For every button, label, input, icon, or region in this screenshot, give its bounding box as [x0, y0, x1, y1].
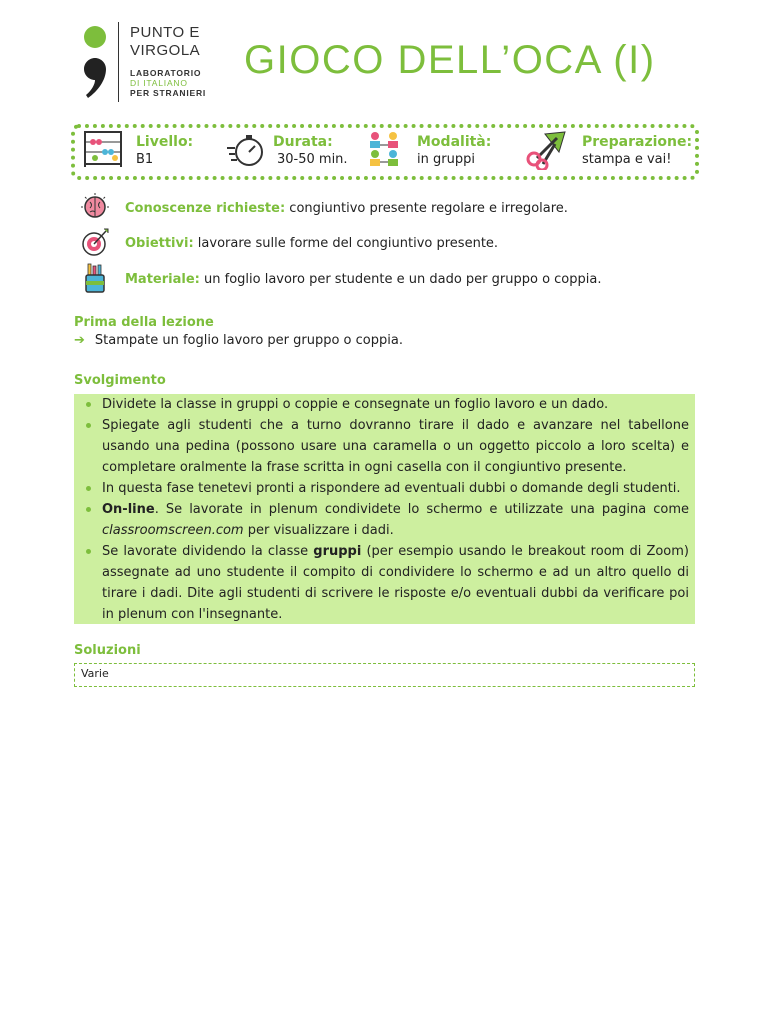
pencil-cup-icon: [80, 263, 110, 293]
page-title: GIOCO DELL’OCA (I): [244, 38, 656, 82]
stopwatch-icon: [225, 132, 265, 168]
modalita-value: in gruppi: [417, 152, 475, 167]
livello-value: B1: [136, 152, 154, 167]
prima-item: [74, 333, 403, 348]
prima-text: Stampate un foglio lavoro per gruppo o coppia.: [94, 333, 403, 348]
svolgimento-list: [74, 394, 695, 625]
livello-label: Livello:: [136, 134, 194, 150]
logo-dot: [84, 26, 106, 48]
info-box: [71, 124, 699, 180]
comma-icon: [84, 58, 106, 98]
svolgimento-box: [74, 394, 695, 624]
info-preparazione: [582, 133, 692, 169]
target-icon: [80, 227, 110, 257]
preparazione-label: Preparazione:: [582, 134, 693, 150]
group-icon: [367, 130, 401, 168]
list-item: Spiegate agli studenti che a turno dovranno tirare il dado e avanzare nel tabellone usando una pedina (possono usare una caramella o un oggetto piccolo a loro scelta) e completare oralmente la frase scritta in ogni casella con il congiuntivo presente.: [102, 415, 689, 478]
list-item: Se lavorate dividendo la classe gruppi (per esempio usando le breakout room di Zoom) assegnate ad uno studente il compito di condividere lo schermo e ad un altro quello di tirare i dadi. Dite agli studenti di scrivere le risposte e/o eventuali dubbi da verificare poi in plenum con l'insegnante.: [102, 541, 689, 625]
info-livello: [136, 133, 193, 169]
prima-heading: Prima della lezione: [74, 315, 214, 330]
arrow-right-icon: ➔: [74, 333, 85, 348]
info-durata: [273, 133, 348, 169]
obiettivi-text: Obiettivi: lavorare sulle forme del congiuntivo presente.: [125, 236, 499, 251]
list-item: On-line. Se lavorate in plenum condividete lo schermo e utilizzate una pagina come classroomscreen.com per visualizzare i dadi.: [102, 499, 689, 541]
logo: [80, 22, 220, 102]
svolgimento-heading: Svolgimento: [74, 373, 166, 388]
materiale-text: Materiale: un foglio lavoro per studente e un dado per gruppo o coppia.: [125, 272, 602, 287]
durata-value: 30-50 min.: [277, 152, 348, 167]
logo-divider: [118, 22, 119, 102]
list-item: In questa fase tenetevi pronti a rispondere ad eventuali dubbi o domande degli studenti.: [102, 478, 689, 499]
soluzioni-text: Varie: [81, 667, 109, 680]
soluzioni-box: [74, 663, 695, 687]
info-modalita: [417, 133, 491, 169]
durata-label: Durata:: [273, 134, 333, 150]
preparazione-value: stampa e vai!: [582, 152, 672, 167]
logo-wordmark: PUNTO E VIRGOLA: [130, 24, 201, 59]
modalita-label: Modalità:: [417, 134, 492, 150]
conoscenze-text: Conoscenze richieste: congiuntivo presente regolare e irregolare.: [125, 201, 568, 216]
logo-subtitle: LABORATORIO DI ITALIANO PER STRANIERI: [130, 68, 207, 98]
brain-icon: [80, 192, 110, 222]
scissors-icon: [525, 130, 567, 170]
abacus-icon: [83, 130, 123, 168]
soluzioni-heading: Soluzioni: [74, 643, 141, 658]
list-item: Dividete la classe in gruppi o coppie e consegnate un foglio lavoro e un dado.: [102, 394, 689, 415]
